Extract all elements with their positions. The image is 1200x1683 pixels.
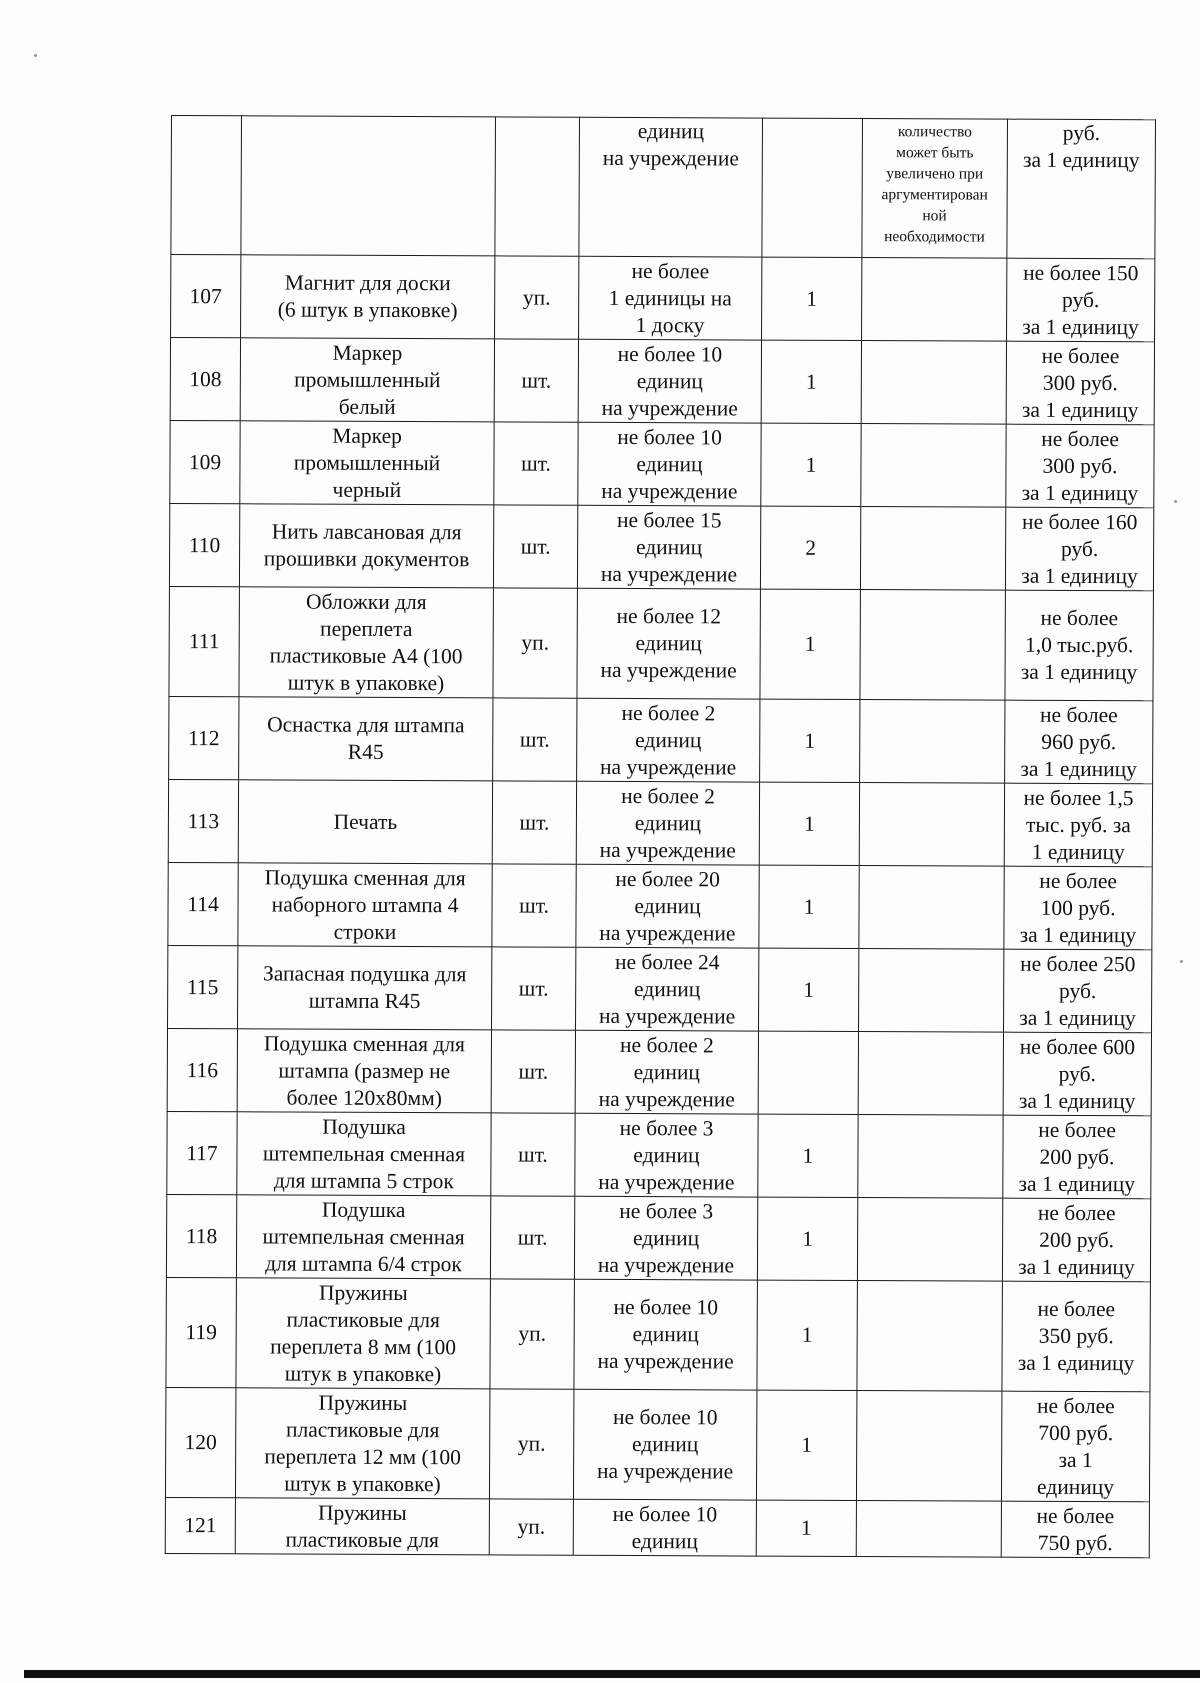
row-count: 2 bbox=[760, 506, 860, 589]
table-header-row bbox=[171, 116, 1156, 259]
row-price: не более 200 руб. за 1 единицу bbox=[1003, 1115, 1151, 1199]
row-name: Подушка сменная для наборного штампа 4 строки bbox=[238, 863, 492, 947]
row-count: 1 bbox=[761, 423, 861, 506]
table-row bbox=[166, 1277, 1150, 1391]
row-price: не более 250 руб. за 1 единицу bbox=[1004, 949, 1152, 1033]
row-qty: не более 3 единиц на учреждение bbox=[574, 1196, 757, 1280]
table-row bbox=[165, 1497, 1149, 1557]
scan-edge-bar bbox=[24, 1670, 1200, 1678]
row-num: 112 bbox=[169, 696, 239, 779]
row-name: Пружины пластиковые для переплета 12 мм (100 штук в упаковке) bbox=[235, 1388, 489, 1499]
row-num: 116 bbox=[167, 1028, 237, 1111]
row-name: Подушка штемпельная сменная для штампа 6/4 строк bbox=[236, 1195, 490, 1279]
row-name: Запасная подушка для штампа R45 bbox=[238, 946, 492, 1030]
row-name: Обложки для переплета пластиковые А4 (100 штук в упаковке) bbox=[239, 587, 493, 698]
header-qty-cell: единиц на учреждение bbox=[579, 117, 763, 257]
row-qty: не более 10 единиц bbox=[573, 1499, 756, 1556]
row-count: 1 bbox=[762, 257, 862, 340]
row-name: Пружины пластиковые для bbox=[235, 1498, 489, 1555]
header-price-cell: руб. за 1 единицу bbox=[1007, 119, 1156, 259]
row-unit: шт. bbox=[494, 422, 578, 505]
row-num: 109 bbox=[170, 420, 240, 503]
row-qty: не более 15 единиц на учреждение bbox=[577, 505, 760, 589]
row-unit: шт. bbox=[491, 1030, 575, 1113]
header-name-cell bbox=[241, 116, 496, 256]
row-qty: не более 2 единиц на учреждение bbox=[577, 698, 760, 782]
row-qty: не более 10 единиц на учреждение bbox=[578, 422, 761, 506]
row-unit: уп. bbox=[495, 256, 579, 339]
row-unit: шт. bbox=[490, 1196, 574, 1279]
row-unit: уп. bbox=[493, 588, 577, 698]
table-row bbox=[168, 945, 1152, 1032]
row-count: 1 bbox=[760, 699, 860, 782]
row-qty: не более 3 единиц на учреждение bbox=[575, 1113, 758, 1197]
procurement-table bbox=[165, 115, 1156, 1558]
scan-speck bbox=[34, 54, 37, 57]
row-unit: уп. bbox=[490, 1279, 574, 1389]
table-row bbox=[168, 779, 1152, 866]
row-name: Подушка сменная для штампа (размер не более 120х80мм) bbox=[237, 1029, 491, 1113]
row-num: 113 bbox=[168, 779, 238, 862]
header-num-cell bbox=[171, 116, 242, 255]
row-num: 108 bbox=[170, 338, 240, 421]
table-row bbox=[167, 1028, 1151, 1115]
row-unit: шт. bbox=[493, 698, 577, 781]
row-name: Пружины пластиковые для переплета 8 мм (100 штук в упаковке) bbox=[236, 1278, 490, 1389]
row-num: 121 bbox=[165, 1497, 235, 1553]
row-count: 1 bbox=[757, 1280, 857, 1390]
row-unit: шт. bbox=[494, 339, 578, 422]
row-num: 119 bbox=[166, 1277, 236, 1387]
row-count: 1 bbox=[759, 865, 859, 948]
row-unit: шт. bbox=[492, 947, 576, 1030]
row-count: 1 bbox=[758, 1114, 858, 1197]
row-count: 1 bbox=[759, 948, 859, 1031]
header-count-cell bbox=[762, 118, 863, 257]
row-qty: не более 12 единиц на учреждение bbox=[577, 588, 760, 699]
row-price: не более 960 руб. за 1 единицу bbox=[1005, 700, 1153, 784]
row-name: Подушка штемпельная сменная для штампа 5 строк bbox=[237, 1112, 491, 1196]
row-price: не более 700 руб. за 1 единицу bbox=[1001, 1391, 1149, 1502]
row-num: 111 bbox=[169, 586, 239, 696]
row-note bbox=[859, 783, 1004, 867]
row-count: 1 bbox=[757, 1197, 857, 1280]
row-count: 1 bbox=[760, 589, 860, 699]
row-name: Магнит для доски (6 штук в упаковке) bbox=[241, 255, 495, 339]
row-unit: шт. bbox=[493, 505, 577, 588]
header-unit-cell bbox=[495, 117, 580, 256]
row-name: Печать bbox=[238, 780, 492, 864]
table-row bbox=[170, 420, 1154, 507]
row-qty: не более 10 единиц на учреждение bbox=[578, 339, 761, 423]
row-num: 120 bbox=[165, 1387, 235, 1497]
row-unit: уп. bbox=[489, 1389, 573, 1499]
row-qty: не более 10 единиц на учреждение bbox=[573, 1389, 756, 1500]
row-note bbox=[860, 507, 1005, 591]
row-count bbox=[758, 1031, 858, 1114]
table-row bbox=[169, 586, 1153, 700]
table-row bbox=[168, 862, 1152, 949]
row-note bbox=[856, 1391, 1001, 1502]
row-price: не более 100 руб. за 1 единицу bbox=[1004, 866, 1152, 950]
row-note bbox=[859, 949, 1004, 1033]
row-unit: уп. bbox=[489, 1499, 573, 1555]
row-qty: не более 20 единиц на учреждение bbox=[576, 864, 759, 948]
row-price: не более 300 руб. за 1 единицу bbox=[1006, 424, 1154, 508]
row-num: 114 bbox=[168, 862, 238, 945]
row-note bbox=[857, 1281, 1002, 1392]
row-unit: шт. bbox=[492, 864, 576, 947]
row-name: Нить лавсановая для прошивки документов bbox=[239, 504, 493, 588]
row-price: не более 150 руб. за 1 единицу bbox=[1007, 258, 1155, 342]
row-note bbox=[860, 590, 1005, 701]
scan-speck bbox=[1180, 960, 1183, 963]
row-note bbox=[861, 424, 1006, 508]
row-note bbox=[860, 700, 1005, 784]
row-unit: шт. bbox=[492, 781, 576, 864]
row-name: Маркер промышленный черный bbox=[240, 421, 494, 505]
row-qty: не более 24 единиц на учреждение bbox=[576, 947, 759, 1031]
row-note bbox=[857, 1198, 1002, 1282]
table-row bbox=[166, 1194, 1150, 1281]
row-price: не более 300 руб. за 1 единицу bbox=[1006, 341, 1154, 425]
row-price: не более 750 руб. bbox=[1001, 1501, 1149, 1558]
row-price: не более 1,5 тыс. руб. за 1 единицу bbox=[1004, 783, 1152, 867]
row-note bbox=[859, 866, 1004, 950]
row-num: 118 bbox=[166, 1194, 236, 1277]
header-note-cell: количество может быть увеличено при аргументирован ной необходимости bbox=[862, 119, 1008, 259]
row-note bbox=[861, 341, 1006, 425]
table-row bbox=[169, 696, 1153, 783]
row-name: Оснастка для штампа R45 bbox=[239, 697, 493, 781]
row-price: не более 200 руб. за 1 единицу bbox=[1002, 1198, 1150, 1282]
row-name: Маркер промышленный белый bbox=[240, 338, 494, 422]
row-price: не более 600 руб. за 1 единицу bbox=[1003, 1032, 1151, 1116]
table-row bbox=[171, 255, 1155, 342]
row-price: не более 160 руб. за 1 единицу bbox=[1005, 507, 1153, 591]
table-row bbox=[170, 338, 1154, 425]
table-row bbox=[169, 503, 1153, 590]
row-num: 115 bbox=[168, 945, 238, 1028]
table-row bbox=[165, 1387, 1149, 1501]
row-count: 1 bbox=[759, 782, 859, 865]
row-num: 117 bbox=[167, 1111, 237, 1194]
row-qty: не более 2 единиц на учреждение bbox=[576, 781, 759, 865]
row-count: 1 bbox=[756, 1390, 856, 1500]
row-price: не более 350 руб. за 1 единицу bbox=[1002, 1281, 1150, 1392]
row-qty: не более 2 единиц на учреждение bbox=[575, 1030, 758, 1114]
row-note bbox=[862, 258, 1007, 342]
row-note bbox=[856, 1501, 1001, 1558]
row-note bbox=[858, 1032, 1003, 1116]
row-qty: не более 10 единиц на учреждение bbox=[574, 1279, 757, 1390]
row-qty: не более 1 единицы на 1 доску bbox=[579, 256, 762, 340]
row-num: 107 bbox=[171, 255, 241, 338]
scan-speck bbox=[1174, 500, 1177, 503]
row-price: не более 1,0 тыс.руб. за 1 единицу bbox=[1005, 590, 1153, 701]
row-count: 1 bbox=[761, 340, 861, 423]
row-num: 110 bbox=[169, 503, 239, 586]
row-note bbox=[858, 1115, 1003, 1199]
row-count: 1 bbox=[756, 1500, 856, 1556]
table-row bbox=[167, 1111, 1151, 1198]
row-unit: шт. bbox=[491, 1113, 575, 1196]
